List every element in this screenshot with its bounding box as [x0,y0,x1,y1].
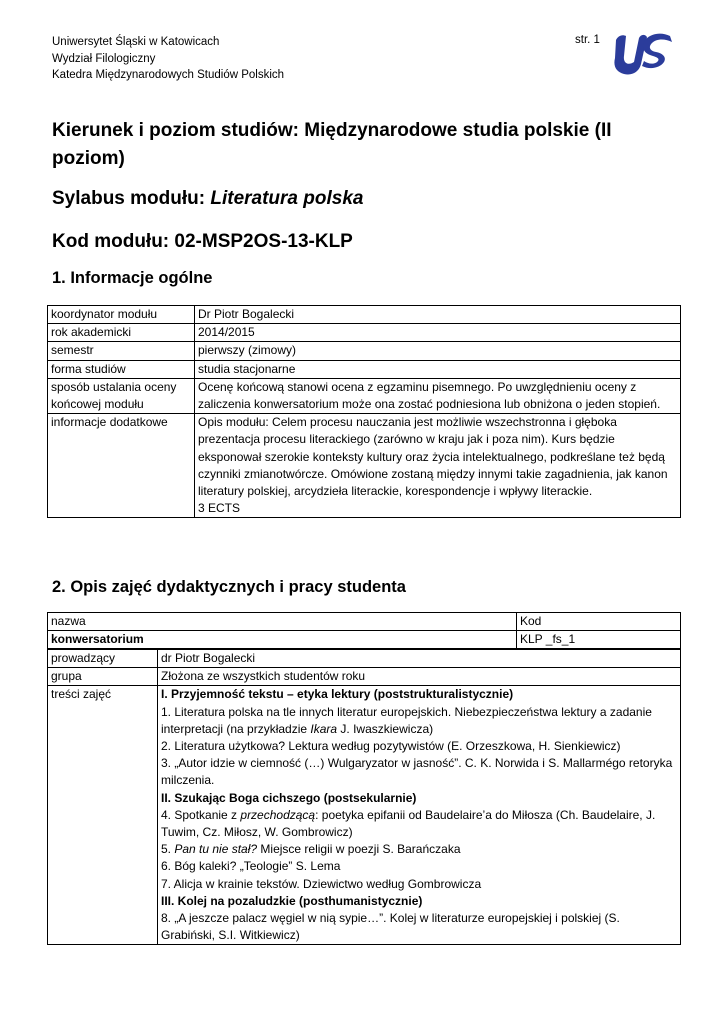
topic-text: Miejsce religii w poezji S. Barańczaka [257,842,461,857]
topic-text: : poetyka epifanii od Baudelaire’a do Miłosza (Ch. Baudelaire, J. Tuwim, Cz. Miłosz, W. Gombrowicz) [161,807,656,840]
topic-item: 7. Alicja w krainie tekstów. Dziewictwo według Gombrowicza [161,876,482,891]
university-name: Uniwersytet Śląski w Katowicach [52,36,220,48]
department-name: Katedra Międzynarodowych Studiów Polskich [52,69,285,81]
program-heading: Kierunek i poziom studiów: Międzynarodowe studia polskie (II poziom) [52,120,612,169]
topic-title: Pan tu nie stał? [174,842,258,857]
topic-text: J. Iwaszkiewicza) [337,721,434,736]
section1-heading: 1. Informacje ogólne [52,269,213,287]
faculty-name: Wydział Filologiczny [52,52,156,65]
row-label: koordynator modułu [48,306,195,324]
row-value: Ocenę końcową stanowi ocena z egzaminu pisemnego. Po uwzględnieniu oceny z zaliczenia konwersatorium może ona zostać podniesiona lub obniżona o jeden stopień. [195,378,681,413]
topic-item: 3. „Autor idzie w ciemność (…) Wulgaryzator w jasność”. C. K. Norwida i S. Mallarmégo retoryka milczenia. [161,756,673,788]
row-label: rok akademicki [48,324,195,342]
module-name: Literatura polska [210,188,364,209]
topic-text: 4. Spotkanie z [161,807,241,822]
row-label: informacje dodatkowe [48,414,195,518]
instructor-value: dr Piotr Bogalecki [158,650,681,668]
table-row [48,414,681,518]
content-label: treści zajęć [48,686,158,945]
ects-value: 3 ECTS [198,501,241,516]
group-label: grupa [48,668,158,686]
table-row [48,668,681,686]
general-info-table [47,305,681,518]
row-label: semestr [48,342,195,360]
topic-item [161,841,677,858]
table-row [48,613,681,631]
instructor-label: prowadzący [48,650,158,668]
part2-heading: II. Szukając Boga cichszego (postsekularnie) [161,790,417,805]
table-row [48,686,681,945]
topic-text: 5. [161,842,175,857]
us-university-logo-icon [612,30,674,78]
section2-heading: 2. Opis zajęć dydaktycznych i pracy studenta [52,578,406,596]
page-number: str. 1 [575,34,600,46]
row-value: studia stacjonarne [195,360,681,378]
table-row [48,650,681,668]
row-label: sposób ustalania oceny końcowej modułu [48,378,195,413]
topic-title: Ikara [310,721,338,736]
module-description: Opis modułu: Celem procesu nauczania jest możliwie wszechstronna i głęboka prezentacja procesu literackiego (zarówno w kraju jak i poza nim). Kurs będzie eksponował szerokie konteksty kultury oraz życia intelektualnego, podkreślane też będą czynniki zmianotwórcze. Omówione zostaną między innymi takie zagadnienia, jak kanon literatury polskiej, arcydzieła literackie, korespondencje i wpływy literackie. [198,415,668,499]
topic-item: 8. „A jeszcze palacz węgiel w nią sypie…”. Kolej w literaturze europejskiej i polskiej (S. Grabiński, S.I. Witkiewicz) [161,911,620,943]
row-value [195,414,681,518]
syllabus-heading [52,186,363,212]
topic-text: 1. Literatura polska na tle innych literatur europejskich. Niebezpieczeństwa lektury a zadanie interpretacji (na przykładzie [161,704,652,736]
topic-item [161,704,677,738]
part3-heading: III. Kolej na pozaludzkie (posthumanistycznie) [161,893,423,908]
table-row [48,342,681,360]
topic-title: przechodzącą [240,807,316,822]
course-content [158,686,681,945]
course-name: konwersatorium [48,631,517,649]
table-row [48,631,681,649]
course-code: KLP _fs_1 [517,631,681,649]
part1-heading: I. Przyjemność tekstu – etyka lektury (poststrukturalistycznie) [161,687,514,702]
course-details-table [47,649,681,945]
nazwa-label: nazwa [48,613,517,631]
module-code-heading: Kod modułu: 02-MSP2OS-13-KLP [52,231,353,252]
course-name-table [47,612,681,649]
kod-label: Kod [517,613,681,631]
syllabus-prefix: Sylabus modułu: [52,188,211,209]
row-label: forma studiów [48,360,195,378]
table-row [48,360,681,378]
table-row [48,378,681,413]
row-value: 2014/2015 [195,324,681,342]
topic-item [161,807,677,841]
row-value: Dr Piotr Bogalecki [195,306,681,324]
row-value: pierwszy (zimowy) [195,342,681,360]
topic-item: 6. Bóg kaleki? „Teologie” S. Lema [161,859,341,874]
table-row [48,324,681,342]
topic-item: 2. Literatura użytkowa? Lektura według pozytywistów (E. Orzeszkowa, H. Sienkiewicz) [161,739,621,754]
table-row [48,306,681,324]
group-value: Złożona ze wszystkich studentów roku [158,668,681,686]
page-header [52,34,284,84]
